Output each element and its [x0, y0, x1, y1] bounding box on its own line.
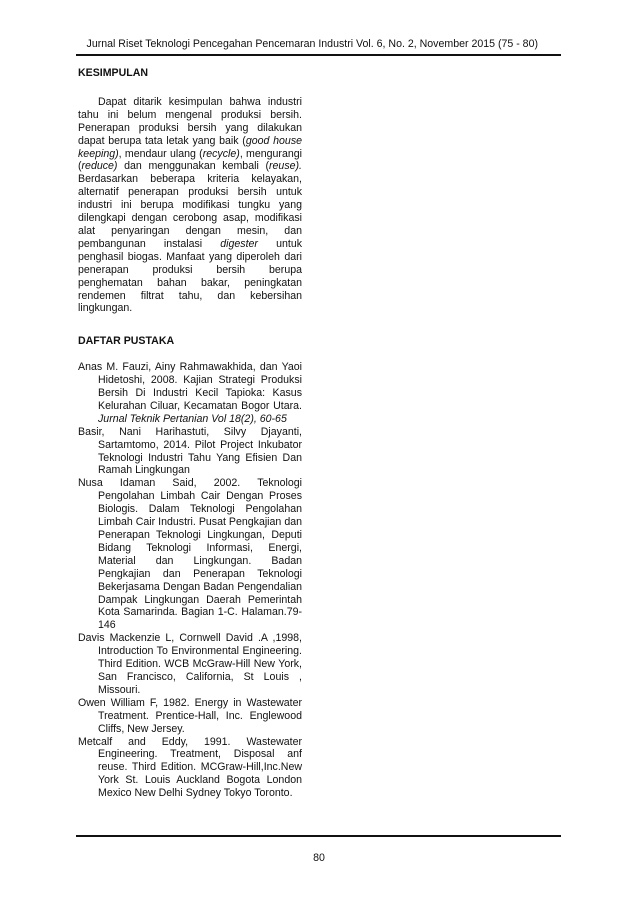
reference-text: Davis Mackenzie L, Cornwell David .A ,1998, Introduction To Environmental Engineering. Third Edition. WCB McGraw-Hill New York, San Francisco, California, St Louis , Missouri. — [78, 632, 302, 696]
footer-rule — [76, 835, 561, 837]
reference-item — [78, 361, 302, 426]
page-number: 80 — [313, 852, 325, 864]
reference-text: Anas M. Fauzi, Ainy Rahmawakhida, dan Yaoi Hidetoshi, 2008. Kajian Strategi Produksi Bersih Di Industri Kecil Tapioka: Kasus Kelurahan Ciluar, Kecamatan Bogor Utara. — [78, 361, 302, 412]
left-column — [78, 67, 302, 800]
reference-text: Nusa Idaman Said, 2002. Teknologi Pengolahan Limbah Cair Dengan Proses Biologis. Dalam Teknologi Pengolahan Limbah Cair Industri. Pusat Pengkajian dan Penerapan Teknologi Lingkungan, Deputi Bidang Teknologi Informasi, Energi, Material dan Lingkungan. Badan Pengkajian dan Penerapan Teknologi Bekerjasama Dengan Badan Pengendalian Dampak Lingkungan Daerah Pemerintah Kota Samarinda. Bagian 1-C. Halaman.79-146 — [78, 477, 302, 632]
reference-list — [78, 361, 302, 800]
header-rule — [76, 54, 561, 56]
reference-text: Metcalf and Eddy, 1991. Wastewater Engineering. Treatment, Disposal anf reuse. Third Edition. MCGraw-Hill,Inc.New York St. Louis Auckland Bogota London Mexico New Delhi Sydney Tokyo Toronto. — [78, 735, 302, 800]
reference-text: Owen William F, 1982. Energy in Wastewater Treatment. Prentice-Hall, Inc. Englewood Cliffs, New Jersey. — [78, 696, 302, 735]
conclusion-term: recycle) — [202, 147, 240, 160]
conclusion-text: , mendaur ulang ( — [118, 147, 203, 160]
conclusion-text: Dapat ditarik kesimpulan bahwa industri tahu ini belum mengenal produksi bersih. Penerapan produksi bersih yang dilakukan dapat berupa tata letak yang baik ( — [78, 95, 302, 147]
references-heading: DAFTAR PUSTAKA — [78, 335, 175, 348]
conclusion-text: , mengurangi ( — [78, 147, 302, 173]
conclusion-term: digester — [220, 237, 258, 250]
conclusion-term: reduce) — [81, 160, 118, 173]
reference-text: Basir, Nani Harihastuti, Silvy Djayanti, Sartamtomo, 2014. Pilot Project Inkubator Teknologi Industri Tahu Yang Efisien Dan Ramah Lingkungan — [78, 425, 302, 477]
conclusion-term: reuse). — [269, 160, 302, 173]
conclusion-text: Berdasarkan beberapa kriteria kelayakan, alternatif penerapan produksi bersih untuk industri ini berupa modifikasi tungku yang dilengkapi dengan cerobong asap, modifikasi alat penyaringan dengan mesin, dan pembangunan instalasi — [78, 173, 302, 250]
reference-source: Jurnal Teknik Pertanian Vol 18(2), 60-65 — [98, 412, 287, 425]
conclusion-paragraph — [78, 96, 302, 315]
reference-item — [78, 477, 302, 632]
conclusion-text: dan menggunakan kembali ( — [117, 160, 270, 173]
reference-item — [78, 426, 302, 478]
conclusion-heading: KESIMPULAN — [78, 67, 149, 79]
reference-item — [78, 736, 302, 801]
running-header: Jurnal Riset Teknologi Pencegahan Pencemaran Industri Vol. 6, No. 2, November 2015 (75 - 80) — [86, 38, 538, 50]
conclusion-term: good house keeping) — [78, 134, 303, 160]
reference-item — [78, 697, 302, 736]
conclusion-text: untuk penghasil biogas. Manfaat yang diperoleh dari penerapan produksi bersih berupa penghematan bahan bakar, peningkatan rendemen filtrat tahu, dan kebersihan lingkungan. — [78, 237, 303, 315]
reference-item — [78, 632, 302, 697]
